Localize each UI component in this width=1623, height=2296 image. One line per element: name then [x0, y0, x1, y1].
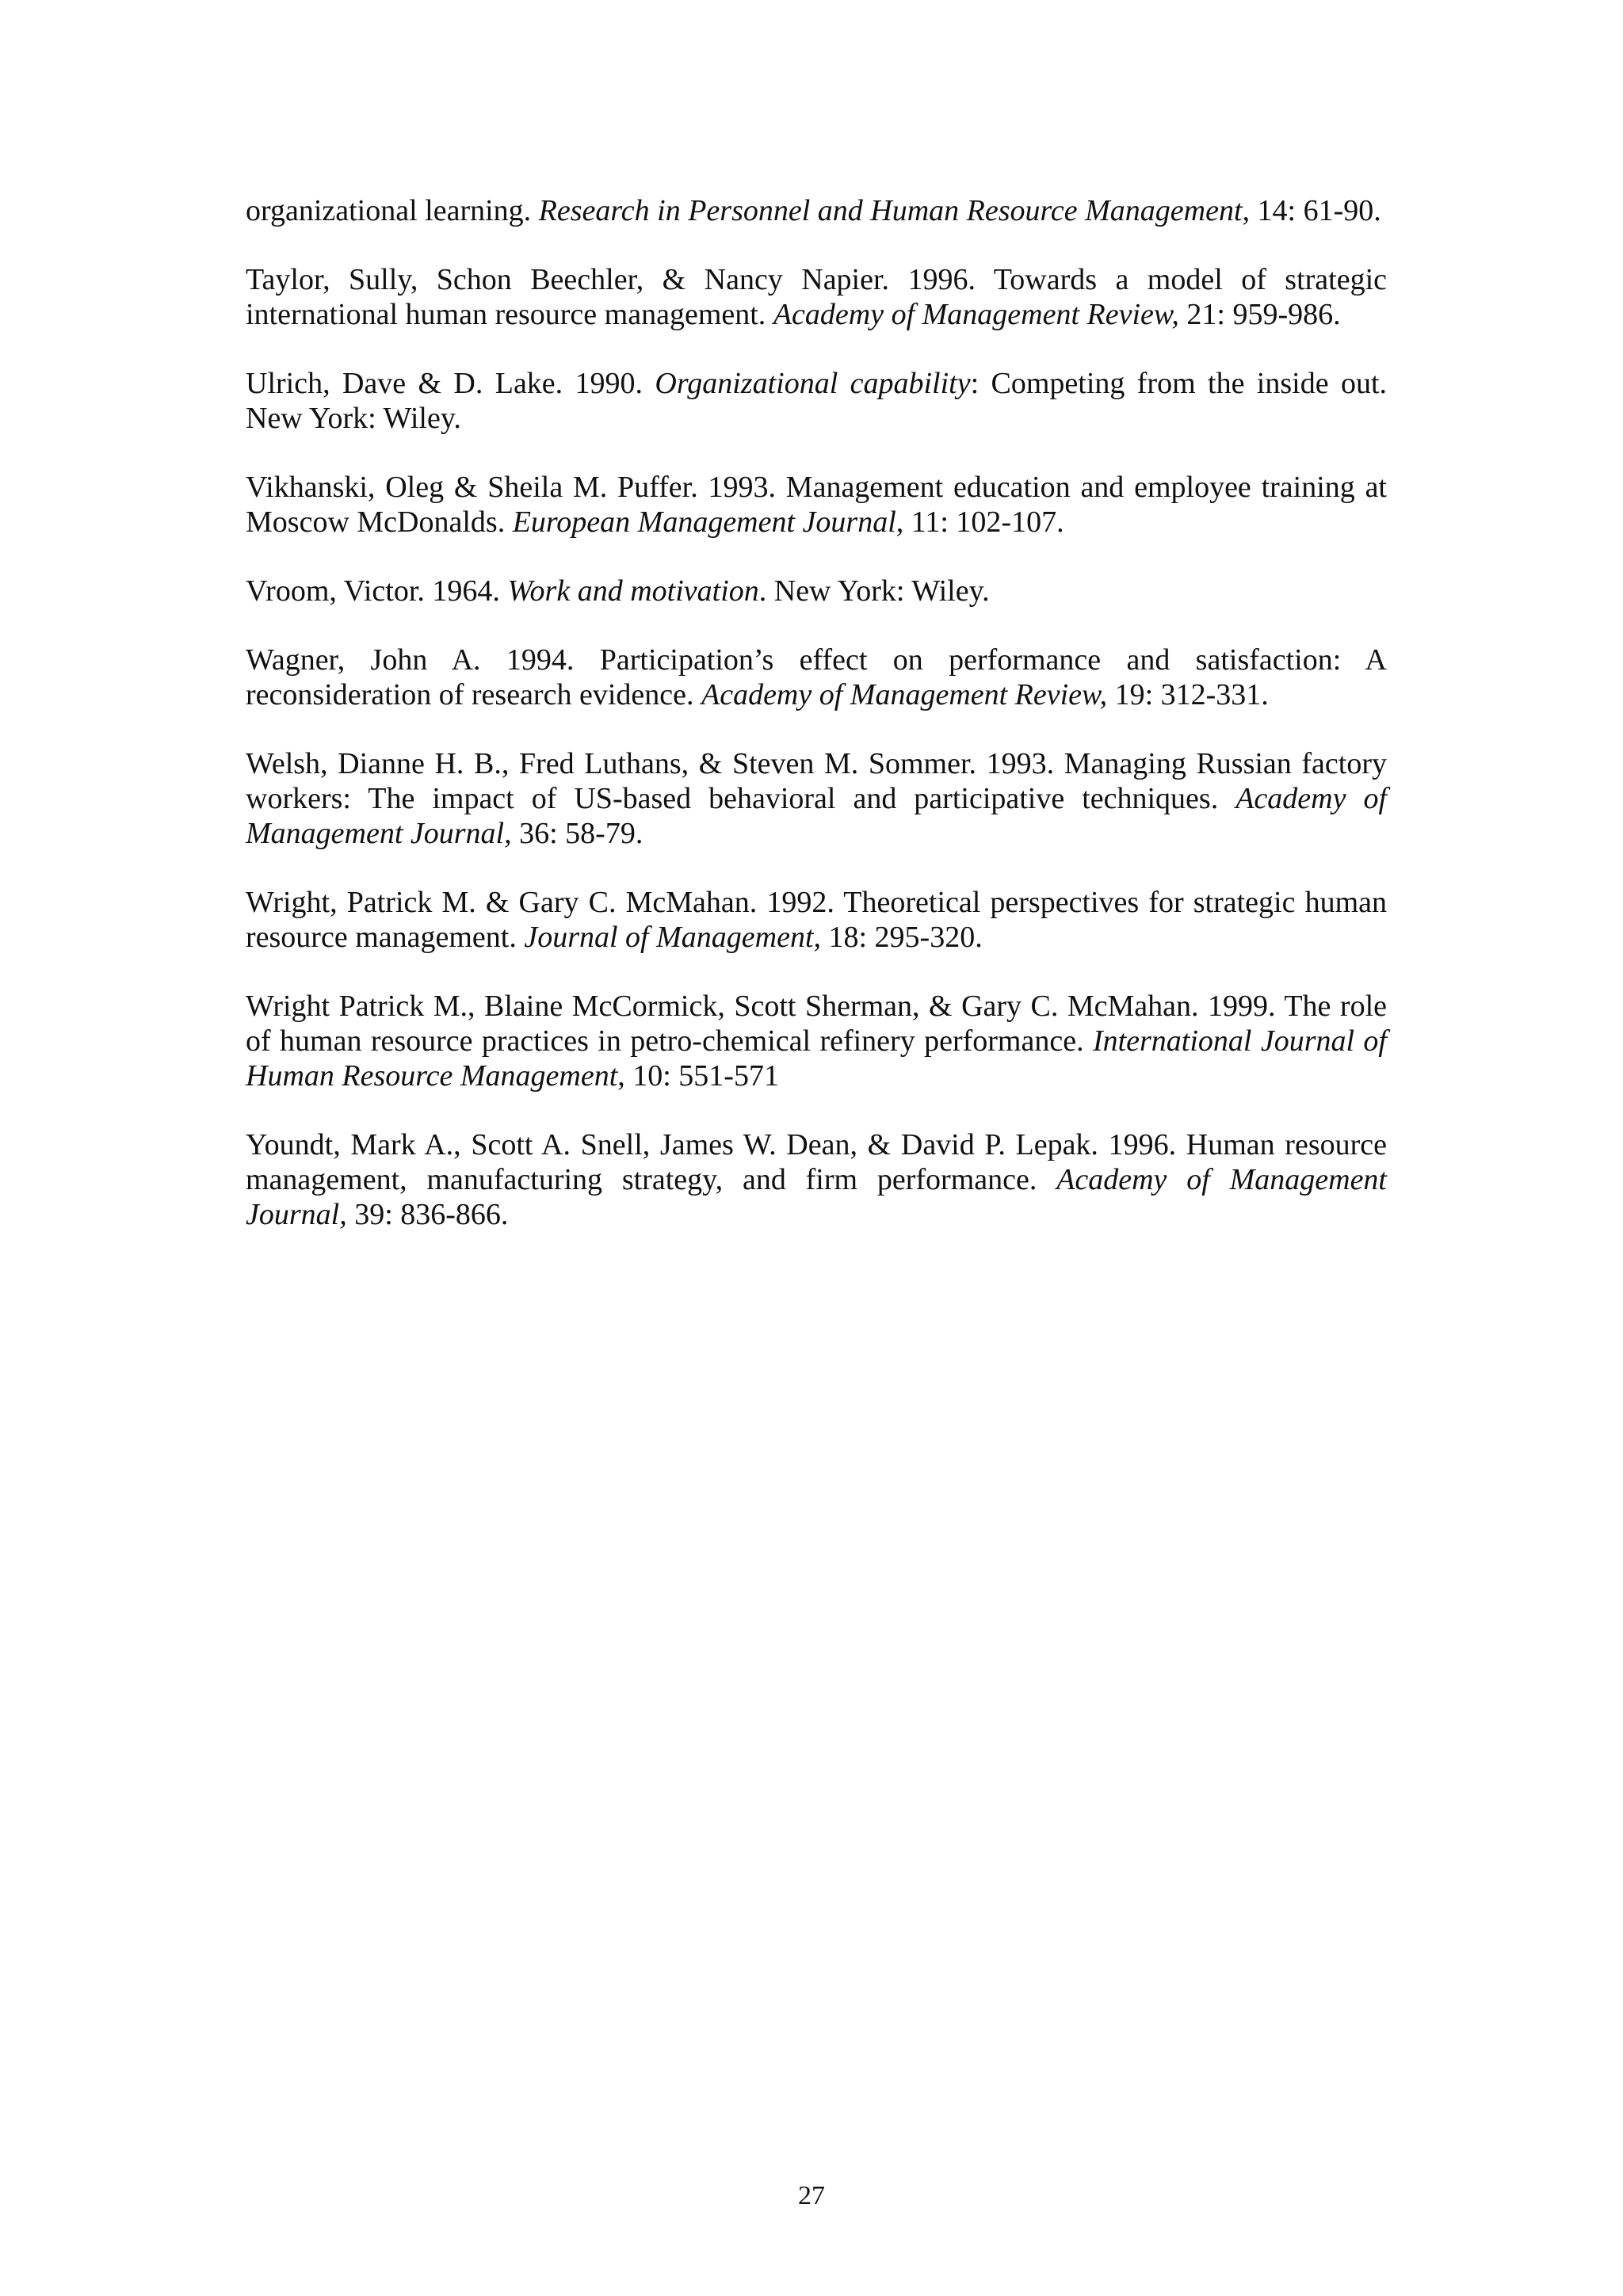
reference-entry [246, 989, 1387, 1093]
reference-entry [246, 366, 1387, 436]
reference-entry [246, 193, 1387, 228]
reference-source-title: Academy of Management Journal, [246, 782, 1388, 850]
reference-text: Vroom, Victor. 1964. [246, 574, 508, 608]
reference-text: organizational learning. [246, 194, 539, 227]
reference-entry [246, 262, 1387, 332]
reference-source-title: Research in Personnel and Human Resource Management, [538, 194, 1251, 227]
reference-text: . New York: Wiley. [758, 574, 990, 608]
reference-text: , 10: 551-571 [617, 1059, 779, 1093]
reference-entry [246, 470, 1387, 540]
reference-source-title: Academy of Management Review, [773, 298, 1179, 331]
reference-text: 21: 959-986. [1178, 298, 1341, 331]
reference-text: Welsh, Dianne H. B., Fred Luthans, & Steven M. Sommer. 1993. Managing Russian factory workers: The impact of US-based behavioral and participative techniques. [246, 747, 1387, 815]
reference-source-title: Organizational capability [655, 367, 971, 400]
reference-text: Taylor, Sully, Schon Beechler, & Nancy Napier. 1996. Towards a model of strategic international human resource management. [246, 263, 1387, 331]
reference-text: Wright, Patrick M. & Gary C. McMahan. 1992. Theoretical perspectives for strategic human resource management. [246, 886, 1387, 954]
reference-entry [246, 1127, 1387, 1232]
reference-source-title: Academy of Management Review, [701, 678, 1108, 711]
reference-text: 14: 61-90. [1250, 194, 1381, 227]
reference-text: : Competing from the inside out. New York: Wiley. [246, 367, 1387, 435]
reference-text: 19: 312-331. [1107, 678, 1269, 711]
reference-text: Vikhanski, Oleg & Sheila M. Puffer. 1993. Management education and employee training at Moscow McDonalds. [246, 471, 1387, 539]
page-number: 27 [798, 2181, 825, 2210]
reference-source-title: International Journal of Human Resource Management [246, 1024, 1387, 1093]
reference-source-title: Journal of Management, [524, 921, 821, 954]
reference-text: 11: 102-107. [903, 505, 1064, 539]
reference-entry [246, 574, 1387, 608]
reference-text: Youndt, Mark A., Scott A. Snell, James W. Dean, & David P. Lepak. 1996. Human resource management, manufacturing strategy, and firm performance. [246, 1128, 1387, 1196]
reference-text: 36: 58-79. [511, 817, 643, 850]
reference-text: 18: 295-320. [821, 921, 983, 954]
reference-entry [246, 885, 1387, 955]
reference-source-title: Work and motivation [507, 574, 759, 608]
reference-text: Wagner, John A. 1994. Participation’s effect on performance and satisfaction: A reconsideration of research evidence. [246, 643, 1387, 711]
reference-entry [246, 746, 1387, 851]
reference-entry [246, 643, 1387, 712]
reference-text: Wright Patrick M., Blaine McCormick, Scott Sherman, & Gary C. McMahan. 1999. The role of human resource practices in petro-chemical refinery performance. [246, 990, 1387, 1058]
reference-text: 39: 836-866. [346, 1198, 509, 1231]
reference-list [246, 193, 1387, 1266]
reference-source-title: Academy of Management Journal, [246, 1163, 1387, 1231]
reference-text: Ulrich, Dave & D. Lake. 1990. [246, 367, 655, 400]
reference-source-title: European Management Journal, [512, 505, 904, 539]
